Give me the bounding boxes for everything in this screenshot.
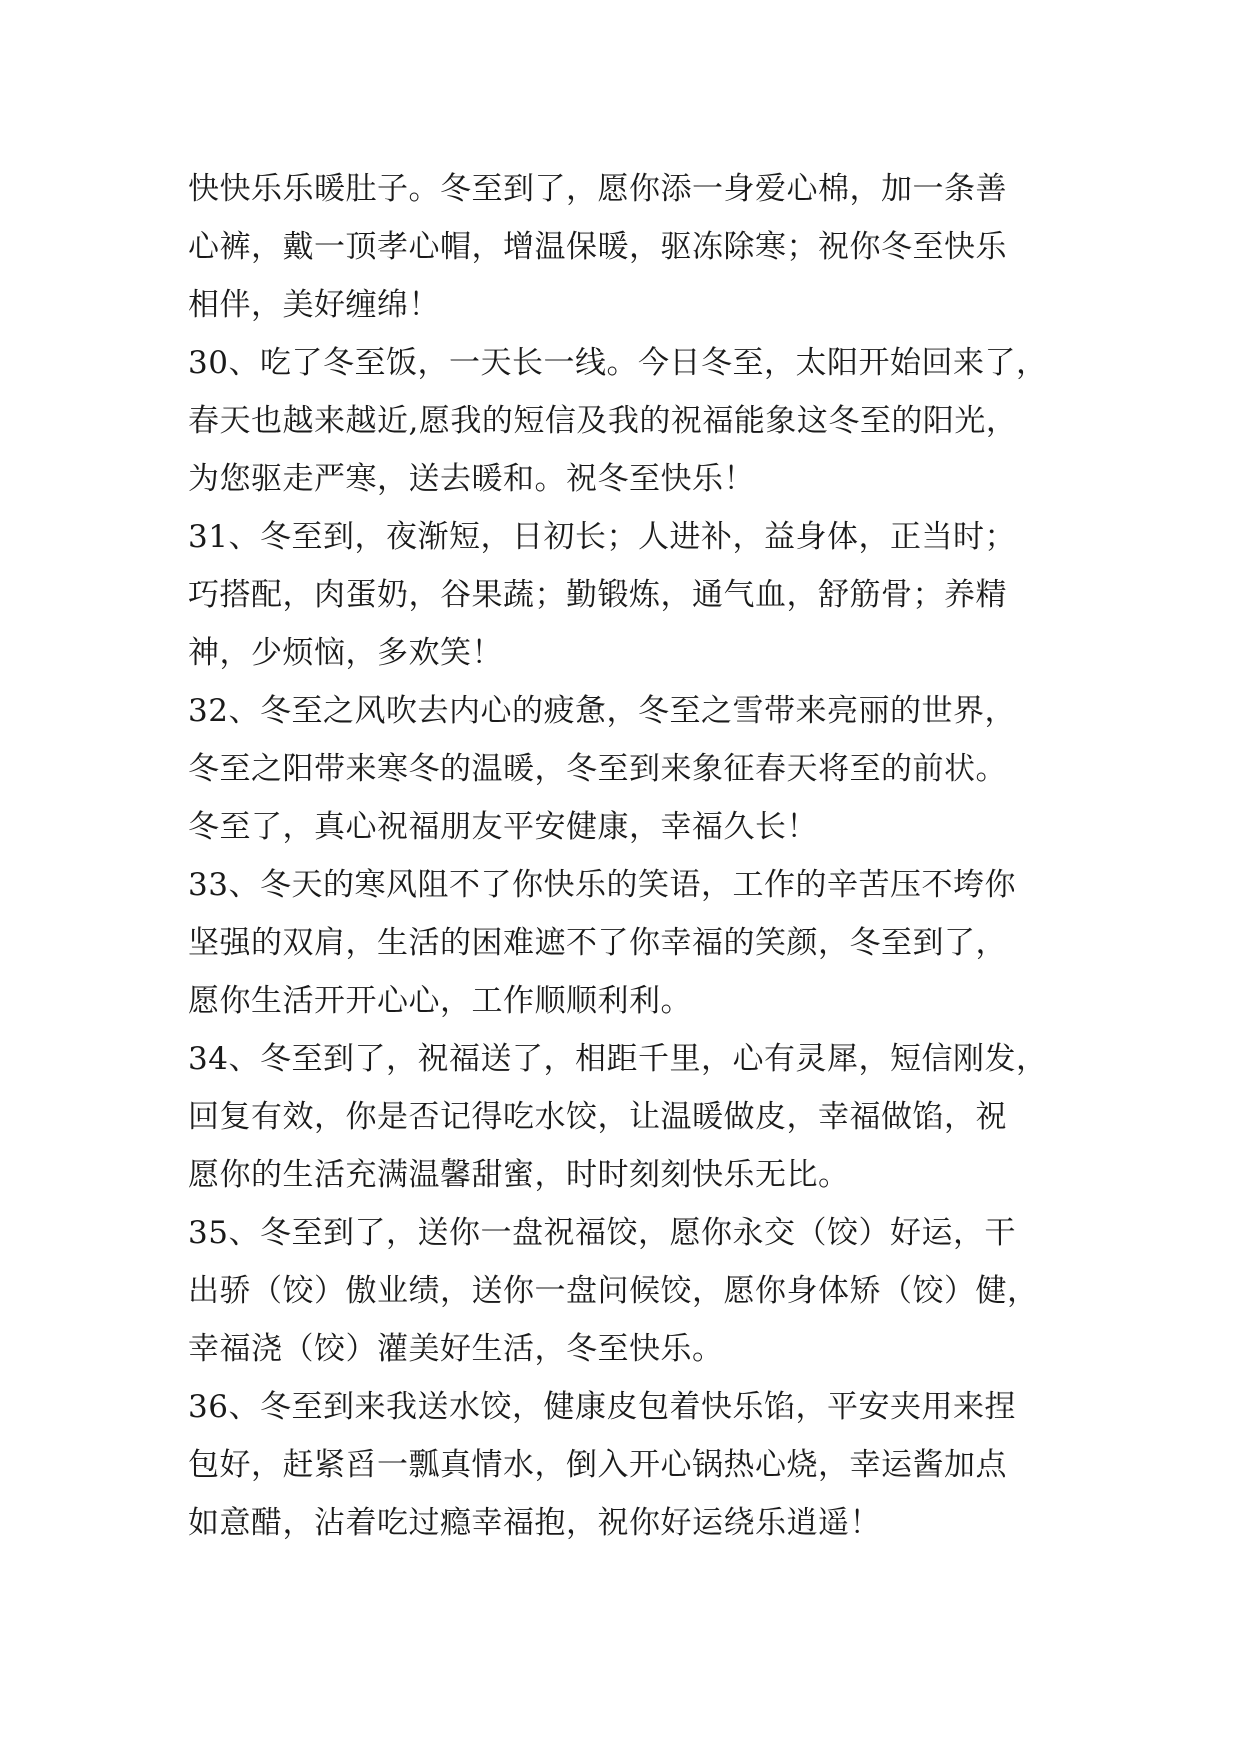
document-body (188, 160, 1058, 1552)
text-line: 愿你生活开开心心，工作顺顺利利。 (188, 983, 692, 1019)
text-line: 包好，赶紧舀一瓢真情水，倒入开心锅热心烧，幸运酱加点 (188, 1447, 1007, 1483)
text-line: 冬至之阳带来寒冬的温暖，冬至到来象征春天将至的前状。 (188, 751, 1007, 787)
text-line: 巧搭配，肉蛋奶，谷果蔬；勤锻炼，通气血，舒筋骨；养精 (188, 577, 1007, 613)
text-line: 冬至了，真心祝福朋友平安健康，幸福久长！ (188, 809, 818, 845)
text-line: 34、冬至到了，祝福送了，相距千里，心有灵犀，短信刚发， (188, 1041, 1048, 1077)
text-line: 相伴，美好缠绵！ (188, 287, 440, 323)
text-line: 36、冬至到来我送水饺，健康皮包着快乐馅，平安夹用来捏 (188, 1389, 1016, 1425)
text-line: 快快乐乐暖肚子。冬至到了，愿你添一身爱心棉，加一条善 (188, 171, 1007, 207)
text-line: 为您驱走严寒，送去暖和。祝冬至快乐！ (188, 461, 755, 497)
text-line: 出骄（饺）傲业绩，送你一盘问候饺，愿你身体矫（饺）健， (188, 1273, 1039, 1309)
text-line: 31、冬至到，夜渐短，日初长；人进补，益身体，正当时； (188, 519, 1016, 555)
text-line: 幸福浇（饺）灌美好生活，冬至快乐。 (188, 1331, 724, 1367)
text-line: 坚强的双肩，生活的困难遮不了你幸福的笑颜，冬至到了， (188, 925, 1007, 961)
text-line: 春天也越来越近,愿我的短信及我的祝福能象这冬至的阳光， (188, 403, 1018, 439)
text-line: 35、冬至到了，送你一盘祝福饺，愿你永交（饺）好运，干 (188, 1215, 1016, 1251)
text-line: 如意醋，沾着吃过瘾幸福抱，祝你好运绕乐逍遥！ (188, 1505, 881, 1541)
text-line: 33、冬天的寒风阻不了你快乐的笑语，工作的辛苦压不垮你 (188, 867, 1016, 903)
text-line: 回复有效，你是否记得吃水饺，让温暖做皮，幸福做馅，祝 (188, 1099, 1007, 1135)
text-line: 30、吃了冬至饭，一天长一线。今日冬至，太阳开始回来了， (188, 345, 1048, 381)
text-line: 32、冬至之风吹去内心的疲惫，冬至之雪带来亮丽的世界， (188, 693, 1016, 729)
text-line: 愿你的生活充满温馨甜蜜，时时刻刻快乐无比。 (188, 1157, 850, 1193)
text-line: 心裤，戴一顶孝心帽，增温保暖，驱冻除寒；祝你冬至快乐 (188, 229, 1007, 265)
text-line: 神，少烦恼，多欢笑！ (188, 635, 503, 671)
